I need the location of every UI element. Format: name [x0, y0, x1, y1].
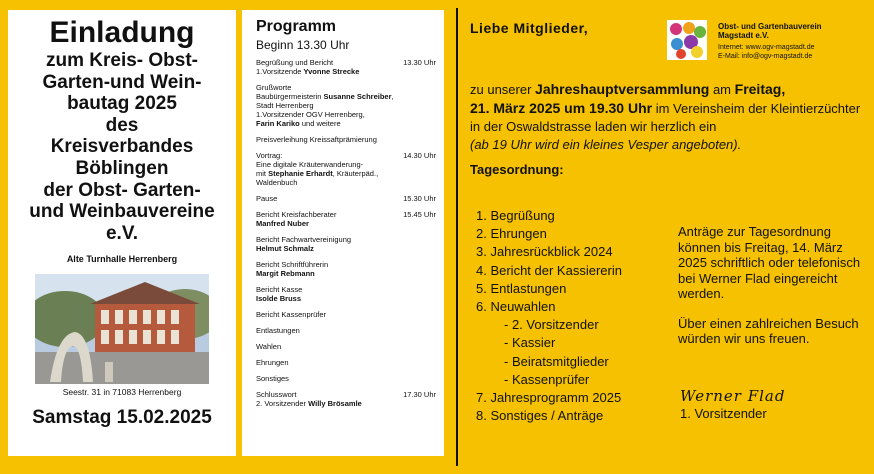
program-item-text: Baubürgermeisterin — [256, 92, 324, 101]
proposals-text: Anträge zur Tagesordnung können bis Freitag, 14. März 2025 schriftlich oder telefonisch bei Werner Flad eingereicht werden. — [678, 224, 861, 301]
program-item-text: Sonstiges — [256, 374, 289, 383]
program-item — [242, 194, 444, 203]
program-item-speaker: Isolde Bruss — [256, 294, 302, 303]
program-item-speaker: Susanne Schreiber — [323, 92, 392, 101]
event-date: Samstag 15.02.2025 — [32, 407, 212, 429]
program-item-time: 17.30 Uhr — [403, 390, 436, 399]
program-item-text: , Kräuterpäd., — [332, 169, 379, 178]
program-item-text: 1.Vorsitzender OGV Herrenberg, — [256, 110, 365, 119]
program-item-speaker: Stephanie Erhardt — [268, 169, 333, 178]
program-item-text: mit — [256, 169, 269, 178]
program-item-speaker: Willy Brösamle — [308, 399, 362, 408]
program-item-text: Bericht Kasse — [256, 285, 303, 294]
program-item — [242, 210, 444, 228]
invitation-title: Einladung — [49, 16, 195, 49]
program-panel — [242, 10, 444, 456]
greeting: Liebe Mitglieder, — [470, 20, 589, 36]
agenda-list — [476, 207, 622, 425]
club-email: E-Mail: info@ogv-magstadt.de — [718, 52, 813, 60]
meeting-invitation — [470, 12, 866, 462]
invitation-subtitle — [8, 50, 236, 244]
program-item-text: Stadt Herrenberg — [256, 101, 314, 110]
program-item-text: Bericht Schriftführerin — [256, 260, 329, 269]
signature: Werner Flad — [680, 387, 786, 405]
program-item-time: 14.30 Uhr — [403, 151, 436, 160]
invitation-subtitle-line: e.V. — [105, 222, 139, 244]
program-start: Beginn 13.30 Uhr — [256, 38, 350, 52]
invitation-subtitle-line: Böblingen — [75, 157, 169, 179]
program-item-time: 15.45 Uhr — [403, 210, 436, 219]
intro-text-3: im Vereinsheim der Kleintierzüchter in der Oswaldstrasse laden wir herzlich ein — [470, 101, 861, 134]
meeting-intro — [470, 80, 866, 154]
program-item — [242, 285, 444, 303]
invitation-panel — [8, 10, 236, 456]
invitation-subtitle-line: zum Kreis- Obst- — [45, 50, 199, 71]
venue-photo — [35, 274, 209, 384]
program-item-text: Wahlen — [256, 342, 282, 351]
club-name-line-2: Magstadt e.V. — [718, 31, 769, 40]
program-item — [242, 374, 444, 383]
program-item-speaker: Manfred Nuber — [256, 219, 309, 228]
meeting-name: Jahreshauptversammlung — [535, 81, 710, 97]
agenda-item: 2. Ehrungen — [476, 226, 547, 242]
invitation-subtitle-line: Kreisverbandes — [50, 136, 194, 158]
program-item — [242, 310, 444, 319]
intro-text-2: am — [709, 82, 735, 97]
club-name — [718, 22, 822, 40]
program-item-text: Vortrag: — [256, 151, 283, 160]
invitation-subtitle-line: bautag 2025 — [67, 93, 177, 115]
invitation-subtitle-line: und Weinbauvereine — [29, 201, 215, 223]
agenda-subitem: - Beiratsmitglieder — [504, 353, 609, 369]
agenda-subitem: - Kassenprüfer — [504, 371, 590, 387]
vesper-note: (ab 19 Uhr wird ein kleines Vesper angeboten). — [470, 137, 742, 152]
invitation-subtitle-line: der Obst- Garten- — [43, 179, 201, 201]
program-item — [242, 151, 444, 187]
invitation-subtitle-line: des — [105, 114, 139, 136]
program-item-text: Bericht Kreisfachberater — [256, 210, 337, 219]
program-item-text: und weitere — [299, 119, 341, 128]
intro-text-1: zu unserer — [470, 82, 536, 97]
program-item — [242, 342, 444, 351]
agenda-item: 1. Begrüßung — [476, 208, 555, 223]
program-item-text: Bericht Kassenprüfer — [256, 310, 327, 319]
program-item-time: 15.30 Uhr — [403, 194, 436, 203]
agenda-item: 5. Entlastungen — [476, 280, 567, 296]
program-item-speaker: Yvonne Strecke — [303, 67, 360, 76]
program-item-text: Pause — [256, 194, 278, 203]
agenda-subitem: - Kassier — [504, 335, 556, 351]
program-item-speaker: Farin Kariko — [256, 119, 300, 128]
program-item — [242, 326, 444, 335]
program-item — [242, 58, 444, 76]
invitation-subtitle-line: Garten-und Wein- — [42, 71, 202, 93]
program-item-text: , — [391, 92, 394, 101]
program-item — [242, 390, 444, 408]
program-item — [242, 235, 444, 253]
agenda-item: 3. Jahresrückblick 2024 — [476, 244, 613, 260]
signature-role: 1. Vorsitzender — [680, 406, 767, 421]
program-title: Programm — [256, 18, 337, 35]
meeting-datetime: 21. März 2025 um 19.30 Uhr — [470, 100, 653, 116]
agenda-subitem: - 2. Vorsitzender — [504, 317, 599, 333]
program-item-text: 2. Vorsitzender — [256, 399, 309, 408]
venue-photo-image — [35, 274, 209, 384]
program-item — [242, 260, 444, 278]
club-website: Internet: www.ogv-magstadt.de — [718, 44, 815, 51]
club-name-line-1: Obst- und Gartenbauverein — [718, 22, 822, 31]
program-item-text: Bericht Fachwartvereinigung — [256, 235, 352, 244]
program-item-text: Schlusswort — [256, 390, 297, 399]
venue-address: Seestr. 31 in 71083 Herrenberg — [62, 387, 182, 398]
meeting-weekday: Freitag, — [734, 81, 786, 97]
program-item-text: Entlastungen — [256, 326, 300, 335]
agenda-item: 4. Bericht der Kassiererin — [476, 262, 622, 278]
program-item-role: 1.Vorsitzende — [256, 67, 304, 76]
program-item-time: 13.30 Uhr — [403, 58, 436, 67]
program-item-speaker: Helmut Schmalz — [256, 244, 314, 253]
venue-name: Alte Turnhalle Herrenberg — [66, 254, 178, 265]
program-item — [242, 83, 444, 128]
proposals-note — [678, 224, 868, 361]
program-item-text: Preisverleihung Kreissaftprämierung — [256, 135, 377, 144]
program-list — [242, 58, 444, 408]
program-item-speaker: Margit Rebmann — [256, 269, 315, 278]
agenda-item: 6. Neuwahlen — [476, 299, 556, 315]
program-item-text: Grußworte — [256, 83, 292, 92]
agenda-item: 7. Jahresprogramm 2025 — [476, 390, 622, 406]
club-contact — [718, 44, 815, 61]
agenda-item: 8. Sonstiges / Anträge — [476, 408, 604, 424]
program-item — [242, 358, 444, 367]
program-item-text: Waldenbuch — [256, 178, 298, 187]
section-divider — [456, 8, 458, 466]
program-item — [242, 135, 444, 144]
program-item-text: Begrüßung und Bericht — [256, 58, 334, 67]
program-item-text: Eine digitale Kräuterwanderung- — [256, 160, 364, 169]
agenda-title: Tagesordnung: — [470, 162, 564, 177]
attendance-text: Über einen zahlreichen Besuch würden wir uns freuen. — [678, 315, 859, 346]
club-logo-icon — [667, 20, 707, 60]
program-item-text: Ehrungen — [256, 358, 289, 367]
